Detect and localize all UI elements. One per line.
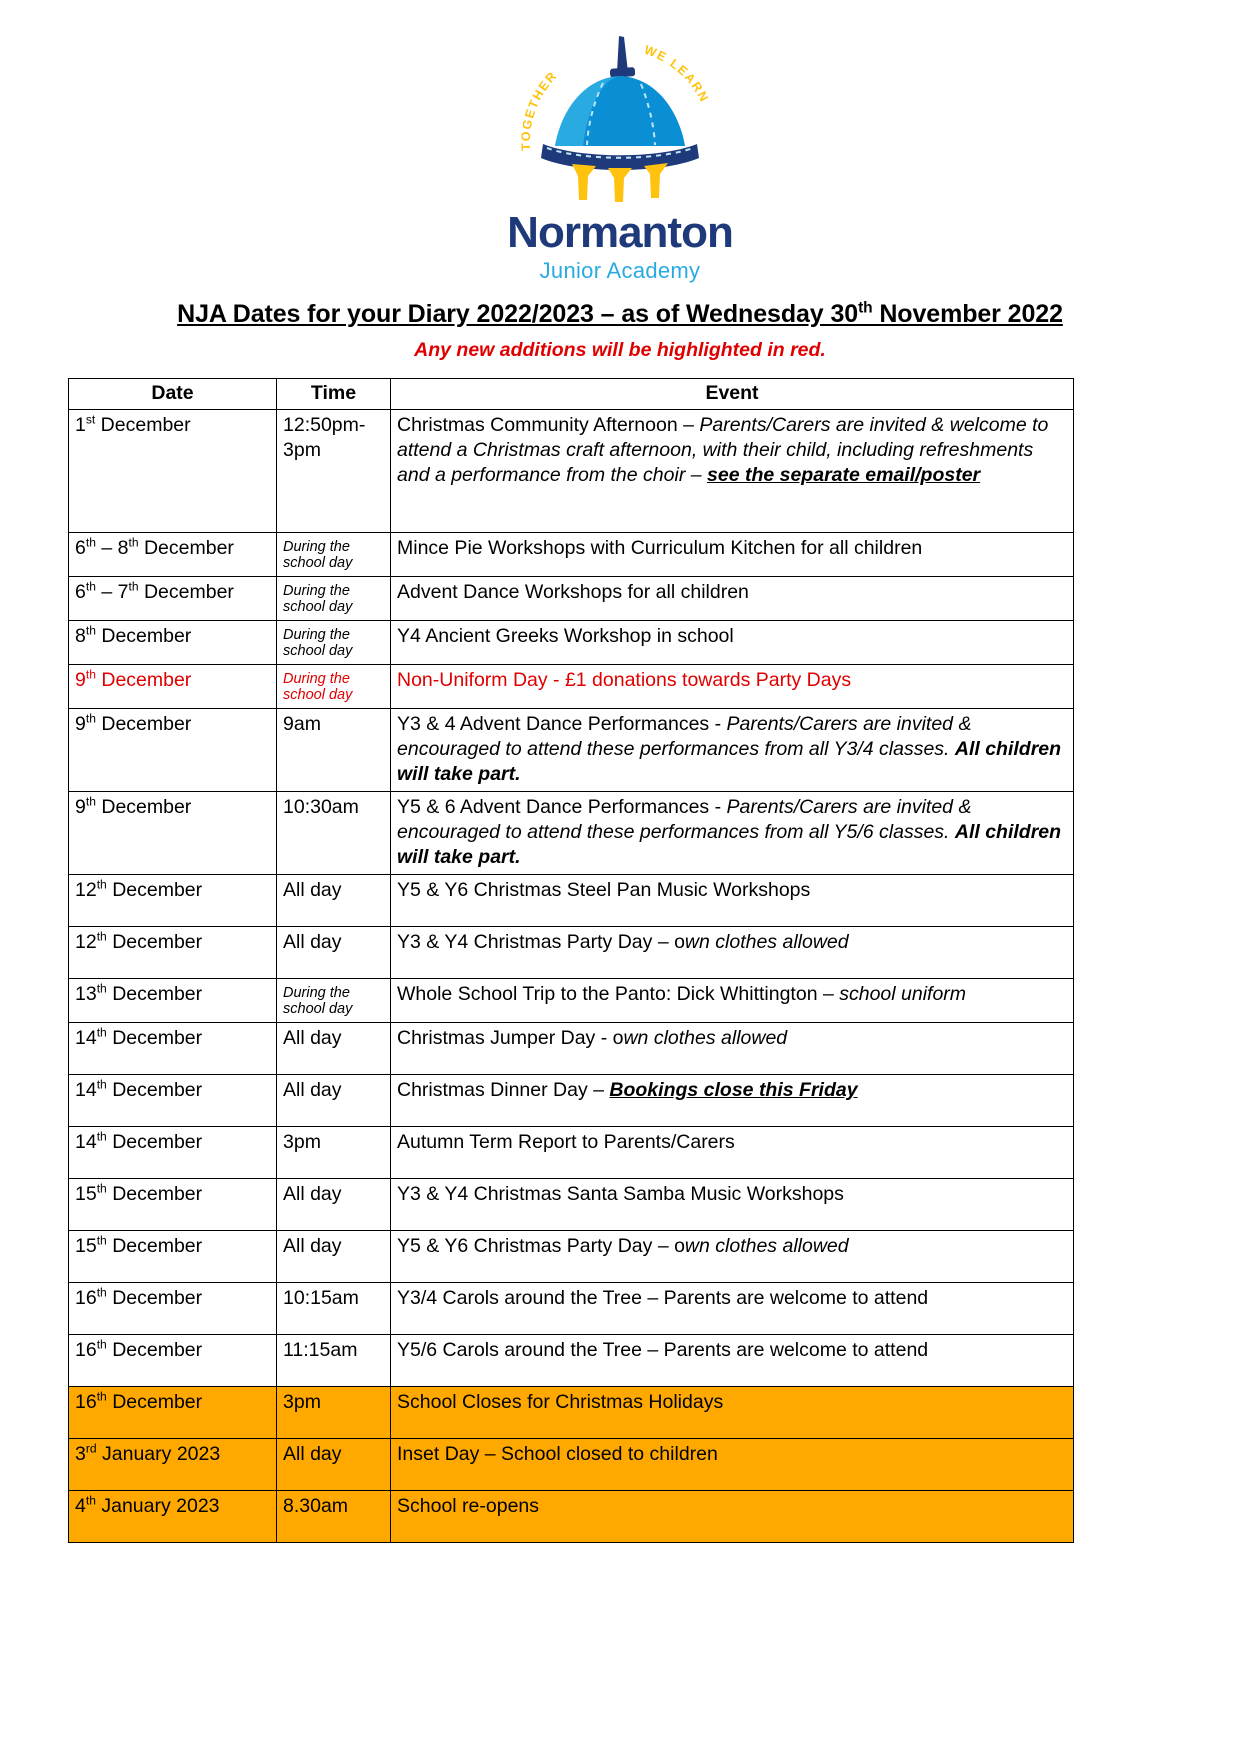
column-header-time: Time <box>277 378 391 409</box>
cell-time: During the school day <box>277 664 391 708</box>
cell-event <box>391 1282 1074 1334</box>
event-text-fragment: Y5 & Y6 Christmas Party Day – o <box>397 1234 685 1257</box>
cell-time: All day <box>277 1074 391 1126</box>
cell-event <box>391 791 1074 874</box>
event-text-fragment: Y3/4 Carols around the Tree – Parents are welcome to attend <box>397 1286 929 1309</box>
logo-motto-left: TOGETHER <box>518 68 561 152</box>
event-text-fragment: Parents/Carers are invited & welcome to attend a Christmas craft afternoon, with their child, including refreshments and a performance from the choir – <box>397 413 1049 486</box>
table-row <box>69 664 1074 708</box>
event-text-fragment: All children will take part. <box>397 737 1062 785</box>
cell-time: All day <box>277 926 391 978</box>
school-logo-block <box>0 0 1240 285</box>
event-text-fragment: wn clothes allowed <box>684 1234 849 1257</box>
cell-time: 8.30am <box>277 1490 391 1542</box>
event-text-fragment: Autumn Term Report to Parents/Carers <box>397 1130 735 1153</box>
cell-event <box>391 978 1074 1022</box>
cell-date: 14th December <box>69 1022 277 1074</box>
table-row <box>69 1230 1074 1282</box>
cell-date: 16th December <box>69 1386 277 1438</box>
event-text-fragment: Parents/Carers are invited & encouraged to attend these performances from all Y3/4 classes. <box>397 712 972 760</box>
cell-event <box>391 1490 1074 1542</box>
cell-event <box>391 1022 1074 1074</box>
page-subtitle: Any new additions will be highlighted in red. <box>414 338 826 361</box>
event-text-fragment: Bookings close this Friday <box>609 1078 858 1101</box>
event-text-fragment: Non-Uniform Day - £1 donations towards Party Days <box>397 668 852 691</box>
event-text-fragment: Parents/Carers are invited & encouraged to attend these performances from all Y5/6 classes. <box>397 795 972 843</box>
table-row <box>69 620 1074 664</box>
cell-event <box>391 874 1074 926</box>
logo-school-name: Normanton <box>507 208 733 257</box>
table-row <box>69 874 1074 926</box>
event-text-fragment: see the separate email/poster <box>707 463 981 486</box>
cell-time: 9am <box>277 708 391 791</box>
event-text-fragment: Y5 & 6 Advent Dance Performances - <box>397 795 727 818</box>
table-row <box>69 1022 1074 1074</box>
cell-date: 16th December <box>69 1282 277 1334</box>
cell-date: 9th December <box>69 791 277 874</box>
page-title-text: NJA Dates for your Diary 2022/2023 – as of Wednesday 30th November 2022 <box>177 299 1063 328</box>
table-row <box>69 1438 1074 1490</box>
title-ordinal: th <box>858 299 873 317</box>
table-body <box>69 409 1074 1542</box>
cell-event <box>391 664 1074 708</box>
cell-date: 15th December <box>69 1178 277 1230</box>
cell-time: 10:15am <box>277 1282 391 1334</box>
cell-date: 8th December <box>69 620 277 664</box>
cell-event <box>391 576 1074 620</box>
cell-time: 11:15am <box>277 1334 391 1386</box>
cell-event <box>391 1386 1074 1438</box>
event-text-fragment: school uniform <box>839 982 967 1005</box>
event-text-fragment: wn clothes allowed <box>684 930 849 953</box>
table-row <box>69 708 1074 791</box>
svg-text:TOGETHER <box>519 68 560 151</box>
diary-table <box>68 378 1074 1543</box>
event-text-fragment: wn clothes allowed <box>623 1026 788 1049</box>
event-text-fragment: Y3 & Y4 Christmas Party Day – o <box>397 930 685 953</box>
cell-time: All day <box>277 874 391 926</box>
cell-time: 3pm <box>277 1386 391 1438</box>
cell-date: 16th December <box>69 1334 277 1386</box>
table-header-row <box>69 378 1074 409</box>
cell-date: 6th – 7th December <box>69 576 277 620</box>
event-text-fragment: Mince Pie Workshops with Curriculum Kitchen for all children <box>397 536 923 559</box>
event-text-fragment: Y3 & Y4 Christmas Santa Samba Music Workshops <box>397 1182 844 1205</box>
event-text-fragment: All children will take part. <box>397 820 1062 868</box>
cell-date: 14th December <box>69 1074 277 1126</box>
cell-time: During the school day <box>277 978 391 1022</box>
event-text-fragment: Y5 & Y6 Christmas Steel Pan Music Workshops <box>397 878 811 901</box>
cell-time: All day <box>277 1178 391 1230</box>
cell-date: 15th December <box>69 1230 277 1282</box>
cell-time: 12:50pm-3pm <box>277 409 391 532</box>
cell-time: 10:30am <box>277 791 391 874</box>
event-text-fragment: Inset Day – School closed to children <box>397 1442 718 1465</box>
column-header-date: Date <box>69 378 277 409</box>
cell-date: 4th January 2023 <box>69 1490 277 1542</box>
cell-event <box>391 1074 1074 1126</box>
cell-event <box>391 620 1074 664</box>
cell-date: 14th December <box>69 1126 277 1178</box>
logo-school-subtitle: Junior Academy <box>539 258 701 283</box>
table-row <box>69 1282 1074 1334</box>
diary-table-wrap <box>0 378 1240 1543</box>
table-row <box>69 1386 1074 1438</box>
cell-time: All day <box>277 1022 391 1074</box>
cell-time: During the school day <box>277 576 391 620</box>
table-row <box>69 1126 1074 1178</box>
page-title <box>0 299 1240 330</box>
cell-date: 13th December <box>69 978 277 1022</box>
table-row <box>69 1490 1074 1542</box>
table-row <box>69 1074 1074 1126</box>
table-row <box>69 576 1074 620</box>
cell-date: 12th December <box>69 926 277 978</box>
cell-event <box>391 1126 1074 1178</box>
cell-event <box>391 1438 1074 1490</box>
cell-date: 9th December <box>69 708 277 791</box>
school-logo <box>490 28 750 285</box>
table-row <box>69 926 1074 978</box>
cell-time: All day <box>277 1230 391 1282</box>
event-text-fragment: Christmas Jumper Day - o <box>397 1026 624 1049</box>
cell-date: 1st December <box>69 409 277 532</box>
cell-event <box>391 1230 1074 1282</box>
cell-time: 3pm <box>277 1126 391 1178</box>
cell-date: 3rd January 2023 <box>69 1438 277 1490</box>
table-row <box>69 532 1074 576</box>
event-text-fragment: Advent Dance Workshops for all children <box>397 580 749 603</box>
cell-time: During the school day <box>277 620 391 664</box>
event-text-fragment: Y5/6 Carols around the Tree – Parents are welcome to attend <box>397 1338 929 1361</box>
event-text-fragment: School Closes for Christmas Holidays <box>397 1390 724 1413</box>
cell-event <box>391 708 1074 791</box>
cell-event <box>391 1178 1074 1230</box>
cell-time: During the school day <box>277 532 391 576</box>
cell-date: 6th – 8th December <box>69 532 277 576</box>
column-header-event: Event <box>391 378 1074 409</box>
event-text-fragment: Christmas Community Afternoon – <box>397 413 700 436</box>
table-row <box>69 978 1074 1022</box>
event-text-fragment: Whole School Trip to the Panto: Dick Whittington – <box>397 982 840 1005</box>
cell-event <box>391 532 1074 576</box>
table-row <box>69 409 1074 532</box>
event-text-fragment: Y4 Ancient Greeks Workshop in school <box>397 624 734 647</box>
event-text-fragment: Y3 & 4 Advent Dance Performances - <box>397 712 727 735</box>
cell-event <box>391 409 1074 532</box>
table-row <box>69 1334 1074 1386</box>
table-row <box>69 791 1074 874</box>
cell-date: 9th December <box>69 664 277 708</box>
bell-logo-icon <box>495 28 745 213</box>
table-head <box>69 378 1074 409</box>
cell-time: All day <box>277 1438 391 1490</box>
event-text-fragment: Christmas Dinner Day – <box>397 1078 610 1101</box>
cell-date: 12th December <box>69 874 277 926</box>
logo-motto-right: WE LEARN <box>642 42 712 106</box>
cell-event <box>391 1334 1074 1386</box>
table-row <box>69 1178 1074 1230</box>
cell-event <box>391 926 1074 978</box>
event-text-fragment: School re-opens <box>397 1494 540 1517</box>
